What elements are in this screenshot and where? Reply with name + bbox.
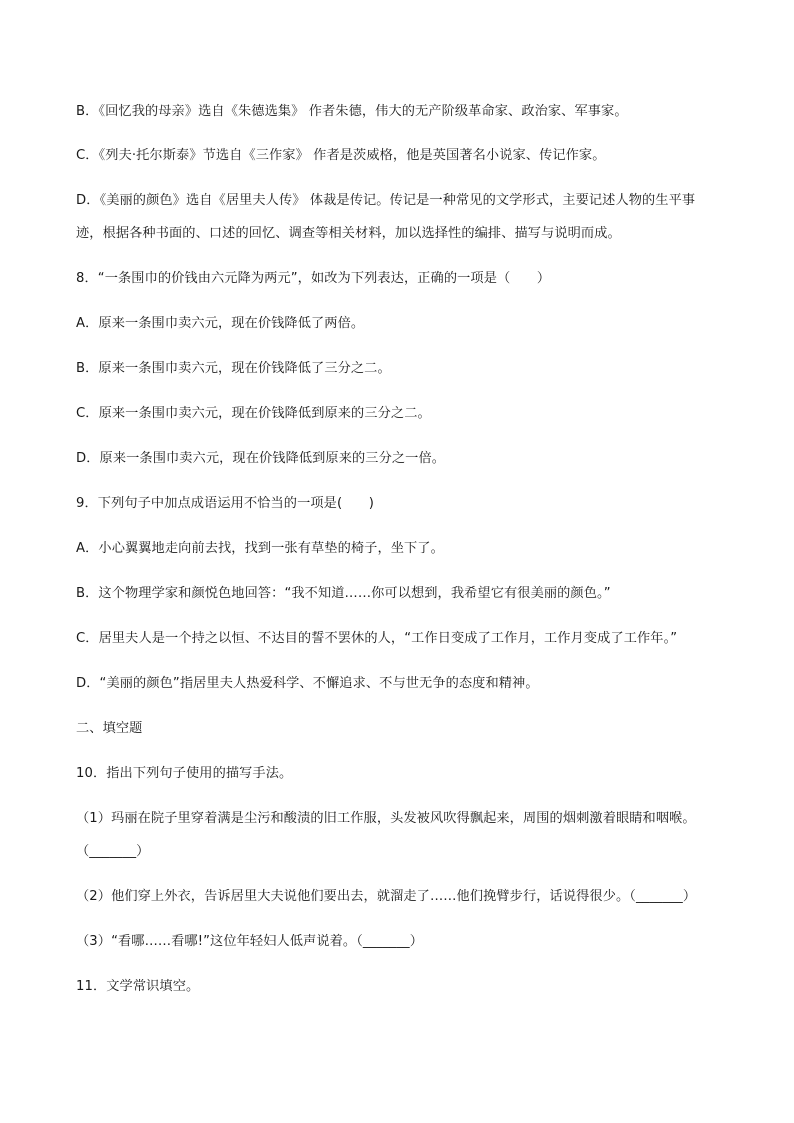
q9-option-a: A．小心翼翼地走向前去找，找到一张有草垫的椅子，坐下了。 <box>76 541 444 556</box>
q8-option-a: A．原来一条围巾卖六元，现在价钱降低了两倍。 <box>76 316 365 331</box>
option-d-line: D．《美丽的颜色》选自《居里夫人传》 体裁是传记。传记是一种常见的文学形式，主要记述人物的生平事 <box>76 193 696 208</box>
section-heading: 二、填空题 <box>76 721 143 736</box>
option-c-line: C．《列夫·托尔斯泰》节选自《三作家》 作者是茨威格，他是英国著名小说家、传记作家。 <box>76 148 606 163</box>
q10-item-1-blank: （_______） <box>76 844 150 859</box>
q10-item-2: （2）他们穿上外衣，告诉居里大夫说他们要出去，就溜走了……他们挽臂步行，话说得很少。（_______） <box>76 889 697 904</box>
option-b-line: B．《回忆我的母亲》选自《朱德选集》 作者朱德，伟大的无产阶级革命家、政治家、军事家。 <box>76 104 628 119</box>
question-10: 10．指出下列句子使用的描写手法。 <box>76 766 293 781</box>
q10-item-1: （1）玛丽在院子里穿着满是尘污和酸渍的旧工作服，头发被风吹得飘起来，周围的烟刺激着眼睛和咽喉。 <box>76 811 696 826</box>
q8-option-b: B．原来一条围巾卖六元，现在价钱降低了三分之二。 <box>76 361 391 376</box>
question-9: 9．下列句子中加点成语运用不恰当的一项是( ) <box>76 496 375 511</box>
question-8: 8．“一条围巾的价钱由六元降为两元”，如改为下列表达，正确的一项是（ ） <box>76 271 551 286</box>
q8-option-d: D．原来一条围巾卖六元，现在价钱降低到原来的三分之一倍。 <box>76 451 446 466</box>
q10-item-3: （3）“看哪……看哪!”这位年轻妇人低声说着。（_______） <box>76 934 424 949</box>
q9-option-b: B．这个物理学家和颜悦色地回答：“我不知道……你可以想到，我希望它有很美丽的颜色。” <box>76 586 611 601</box>
q8-option-c: C．原来一条围巾卖六元，现在价钱降低到原来的三分之二。 <box>76 406 431 421</box>
question-11: 11．文学常识填空。 <box>76 979 200 994</box>
q9-option-d: D．“美丽的颜色”指居里夫人热爱科学、不懈追求、不与世无争的态度和精神。 <box>76 676 539 691</box>
option-d-continuation: 迹，根据各种书面的、口述的回忆、调查等相关材料，加以选择性的编排、描写与说明而成。 <box>76 226 621 241</box>
q9-option-c: C．居里夫人是一个持之以恒、不达目的誓不罢休的人，“工作日变成了工作月，工作月变成了工作年。” <box>76 631 678 646</box>
